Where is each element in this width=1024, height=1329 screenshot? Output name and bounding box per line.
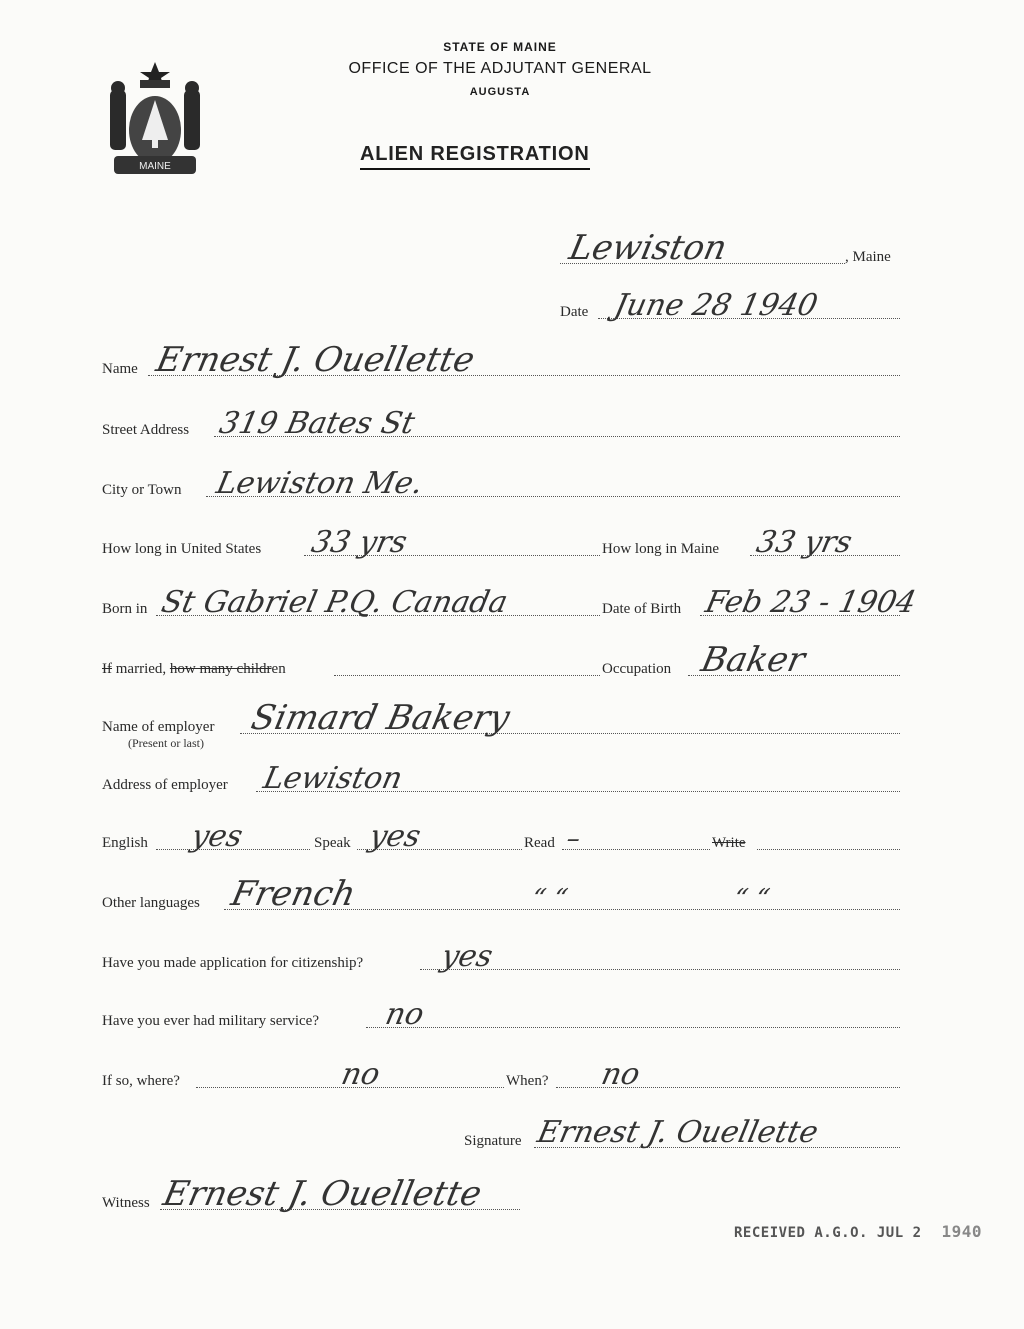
witness-value: Ernest J. Ouellette: [159, 1174, 486, 1214]
form-title: ALIEN REGISTRATION: [360, 143, 590, 170]
date-label: Date: [560, 304, 589, 320]
us-value: 33 yrs: [308, 525, 411, 560]
place-value: Lewiston: [565, 228, 731, 268]
where-label: If so, where?: [102, 1073, 180, 1089]
form-header: [300, 40, 700, 98]
header-city: AUGUSTA: [469, 86, 531, 98]
english-row: [102, 819, 902, 856]
military-row: [102, 997, 902, 1034]
english-value: yes: [188, 819, 246, 854]
date-row: [560, 288, 902, 325]
street-label: Street Address: [102, 422, 190, 438]
married-label: If married, how many children: [102, 661, 286, 677]
born-value: St Gabriel P.Q. Canada: [158, 585, 511, 620]
employer-value: Simard Bakery: [247, 698, 514, 738]
date-value: June 28 1940: [611, 288, 821, 323]
employer-row: [102, 698, 902, 740]
employer-address-row: [102, 761, 902, 798]
received-stamp-text: RECEIVED A.G.O. JUL 2: [734, 1225, 922, 1241]
employer-sub: (Present or last): [128, 736, 204, 750]
occupation-label: Occupation: [602, 661, 672, 677]
residence-row: [102, 525, 902, 562]
where-value: no: [338, 1057, 384, 1092]
employer-address-label: Address of employer: [102, 777, 228, 793]
read-label: Read: [524, 835, 555, 851]
english-label: English: [102, 835, 148, 851]
military-value: no: [382, 997, 428, 1032]
employer-address-value: Lewiston: [260, 761, 406, 796]
when-label: When?: [506, 1073, 549, 1089]
employer-label: Name of employer: [102, 719, 215, 735]
witness-row: [102, 1174, 522, 1216]
witness-label: Witness: [102, 1195, 150, 1211]
header-state: STATE OF MAINE: [443, 40, 557, 54]
other-languages-label: Other languages: [102, 895, 200, 911]
other-languages-value: French: [227, 874, 360, 914]
speak-value: yes: [366, 819, 424, 854]
write-label: Write: [712, 835, 746, 851]
name-label: Name: [102, 361, 138, 377]
citizenship-label: Have you made application for citizenship?: [102, 955, 364, 971]
city-row: [102, 466, 902, 503]
maine-value: 33 yrs: [753, 525, 856, 560]
header-office: OFFICE OF THE ADJUTANT GENERAL: [348, 60, 652, 77]
other-languages-row: [102, 874, 902, 916]
when-value: no: [598, 1057, 644, 1092]
read-value: –: [563, 824, 584, 854]
married-row: [102, 640, 902, 682]
occupation-value: Baker: [697, 640, 809, 680]
where-row: [102, 1057, 902, 1094]
speak-label: Speak: [314, 835, 351, 851]
birth-row: [102, 585, 922, 622]
city-value: Lewiston Me.: [213, 466, 427, 501]
citizenship-value: yes: [438, 939, 496, 974]
ditto-mark-2: “ “: [730, 884, 773, 914]
received-stamp: [734, 1222, 982, 1241]
maine-state-seal-icon: [100, 60, 210, 180]
street-value: 319 Bates St: [216, 406, 418, 441]
place-row: [560, 228, 905, 270]
signature-label: Signature: [464, 1133, 522, 1149]
received-stamp-year: 1940: [941, 1222, 983, 1241]
name-row: [102, 340, 902, 382]
svg-text:MAINE: MAINE: [139, 161, 171, 172]
city-label: City or Town: [102, 482, 182, 498]
dob-label: Date of Birth: [602, 601, 682, 617]
maine-label: How long in Maine: [602, 541, 720, 557]
place-suffix: , Maine: [845, 249, 891, 265]
name-value: Ernest J. Ouellette: [152, 340, 479, 380]
signature-value: Ernest J. Ouellette: [534, 1115, 822, 1150]
ditto-mark-1: “ “: [528, 884, 571, 914]
citizenship-row: [102, 939, 902, 976]
born-label: Born in: [102, 601, 148, 617]
signature-row: [464, 1115, 902, 1154]
us-label: How long in United States: [102, 541, 262, 557]
military-label: Have you ever had military service?: [102, 1013, 319, 1029]
dob-value: Feb 23 - 1904: [702, 585, 920, 620]
street-row: [102, 406, 902, 443]
